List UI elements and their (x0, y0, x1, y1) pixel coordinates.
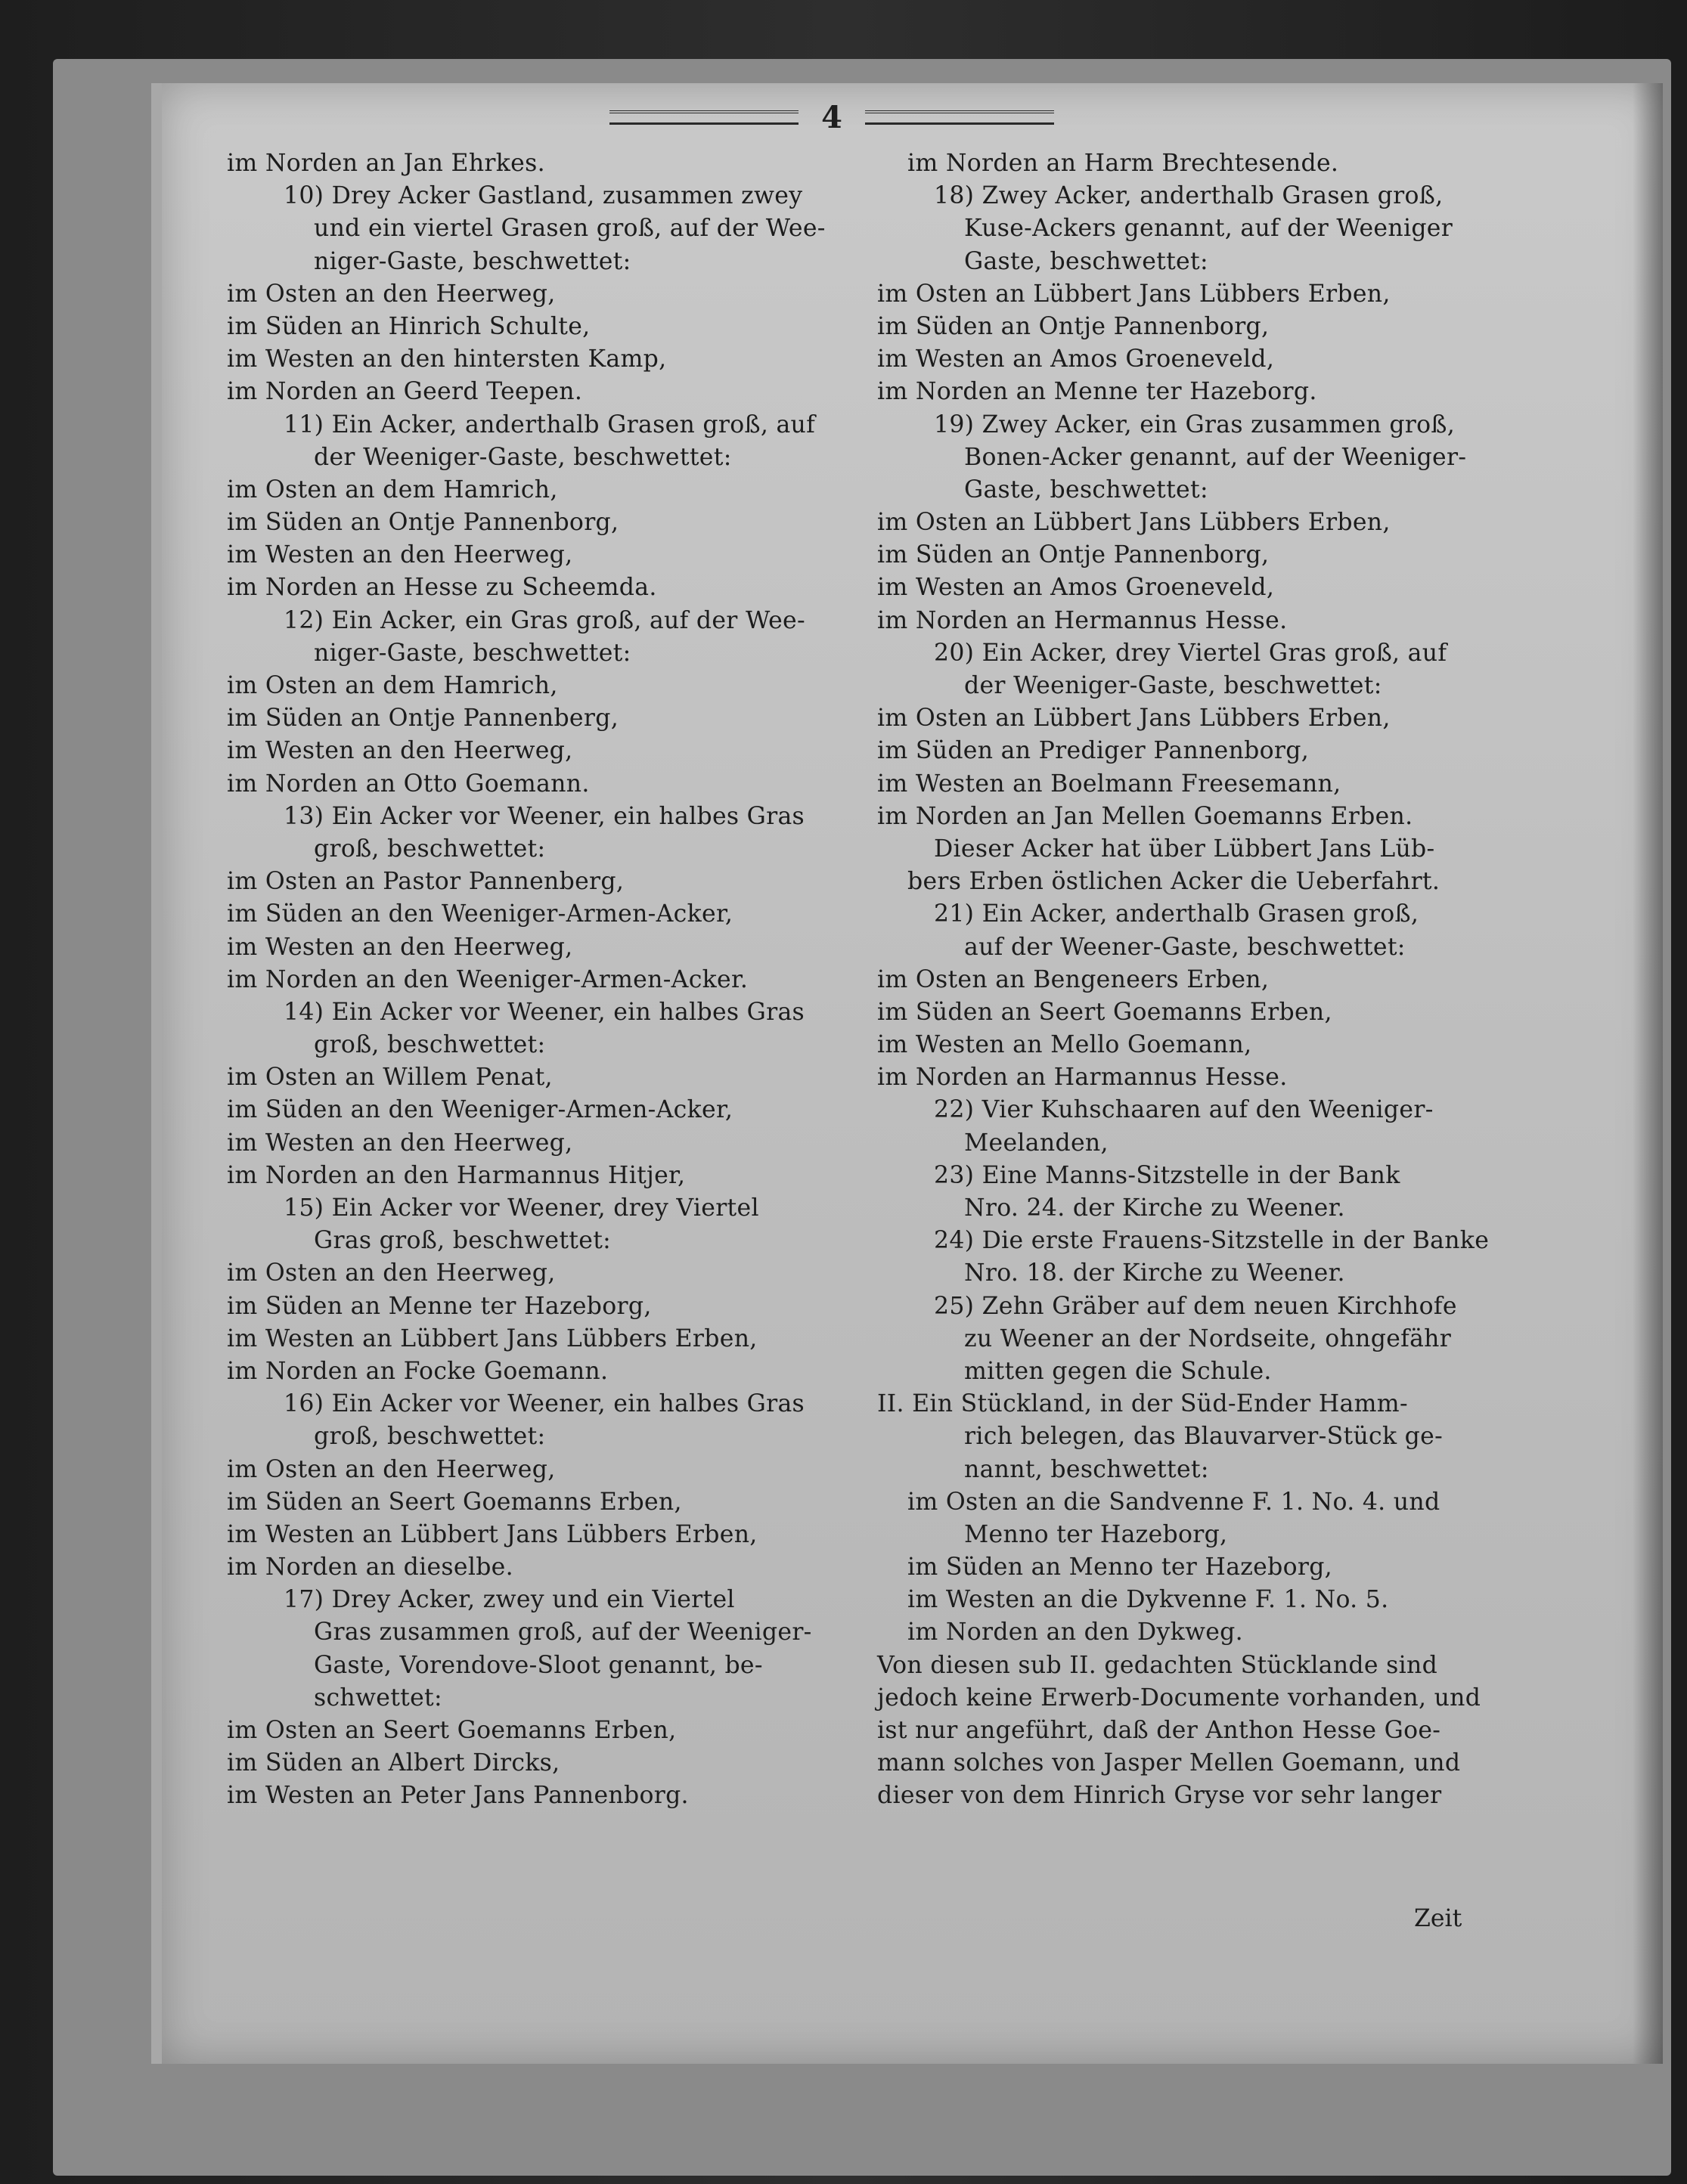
text-line: im Osten an Pastor Pannenberg, (227, 868, 625, 896)
text-line: 24) Die erste Frauens-Sitzstelle in der Banke (934, 1227, 1490, 1255)
text-line: im Osten an die Sandvenne F. 1. No. 4. und (907, 1488, 1440, 1516)
text-line: im Norden an Focke Goemann. (227, 1357, 609, 1385)
text-line: im Westen an den Heerweg, (227, 737, 573, 765)
text-line: 14) Ein Acker vor Weener, ein halbes Gras (284, 998, 805, 1026)
text-line: 10) Drey Acker Gastland, zusammen zwey (284, 182, 803, 210)
text-line: im Norden an den Weeniger-Armen-Acker. (227, 965, 749, 993)
text-line: im Osten an Lübbert Jans Lübbers Erben, (877, 280, 1391, 308)
text-line: im Süden an Menno ter Hazeborg, (907, 1554, 1332, 1581)
text-line: im Norden an Jan Ehrkes. (227, 150, 545, 177)
text-line: Kuse-Ackers genannt, auf der Weeniger (964, 215, 1453, 243)
text-line: im Norden an dieselbe. (227, 1554, 513, 1581)
text-line: Gras zusammen groß, auf der Weeniger- (314, 1619, 812, 1647)
text-line: im Westen an Mello Goemann, (877, 1031, 1252, 1059)
text-line: jedoch keine Erwerb-Documente vorhanden, und (877, 1684, 1481, 1712)
text-line: im Süden an Prediger Pannenborg, (877, 737, 1310, 765)
text-line: im Norden an Hesse zu Scheemda. (227, 574, 657, 602)
text-line: im Osten an den Heerweg, (227, 1455, 556, 1483)
text-line: im Osten an dem Hamrich, (227, 672, 558, 699)
page-header (529, 98, 1134, 136)
text-line: im Norden an den Harmannus Hitjer, (227, 1161, 686, 1189)
right-text-column (877, 147, 1546, 1813)
text-line: im Westen an den Heerweg, (227, 933, 573, 961)
text-line: im Westen an Peter Jans Pannenborg. (227, 1782, 689, 1810)
left-text-column (227, 147, 885, 1813)
text-line: der Weeniger-Gaste, beschwettet: (314, 443, 732, 471)
text-line: auf der Weener-Gaste, beschwettet: (964, 933, 1406, 961)
text-line: im Osten an den Heerweg, (227, 280, 556, 308)
text-line: Meelanden, (964, 1129, 1109, 1157)
text-line: der Weeniger-Gaste, beschwettet: (964, 672, 1382, 699)
text-line: Nro. 24. der Kirche zu Weener. (964, 1194, 1345, 1222)
text-line: 22) Vier Kuhschaaren auf den Weeniger- (934, 1096, 1434, 1124)
text-line: mann solches von Jasper Mellen Goemann, und (877, 1749, 1461, 1777)
text-line: im Norden an Harm Brechtesende. (907, 150, 1339, 177)
text-line: 13) Ein Acker vor Weener, ein halbes Gras (284, 802, 805, 830)
text-line: 21) Ein Acker, anderthalb Grasen groß, (934, 900, 1419, 928)
text-line: Dieser Acker hat über Lübbert Jans Lüb- (934, 835, 1435, 863)
text-line: 20) Ein Acker, drey Viertel Gras groß, auf (934, 639, 1447, 667)
catchword: Zeit (1414, 1905, 1462, 1932)
text-line: rich belegen, das Blauvarver-Stück ge- (964, 1423, 1444, 1451)
text-line: im Süden an Ontje Pannenborg, (227, 509, 619, 537)
text-line: Gaste, Vorendove-Sloot genannt, be- (314, 1651, 763, 1679)
text-line: 17) Drey Acker, zwey und ein Viertel (284, 1586, 735, 1614)
text-line: im Westen an die Dykvenne F. 1. No. 5. (907, 1586, 1389, 1614)
text-line: groß, beschwettet: (314, 1423, 546, 1451)
text-line: groß, beschwettet: (314, 1031, 546, 1059)
text-line: im Osten an Bengeneers Erben, (877, 965, 1270, 993)
text-line: ist nur angeführt, daß der Anthon Hesse Goe- (877, 1717, 1441, 1744)
text-line: 18) Zwey Acker, anderthalb Grasen groß, (934, 182, 1444, 210)
text-line: im Norden an Jan Mellen Goemanns Erben. (877, 802, 1413, 830)
text-line: im Süden an Menne ter Hazeborg, (227, 1292, 652, 1320)
text-line: im Süden an Ontje Pannenberg, (227, 705, 619, 733)
text-line: im Norden an Otto Goemann. (227, 770, 590, 798)
header-rule-left (609, 110, 799, 125)
text-line: Nro. 18. der Kirche zu Weener. (964, 1259, 1345, 1287)
text-line: zu Weener an der Nordseite, ohngefähr (964, 1324, 1452, 1352)
text-line: im Westen an den Heerweg, (227, 1129, 573, 1157)
text-line: II. Ein Stückland, in der Süd-Ender Hamm- (877, 1390, 1408, 1418)
text-line: 11) Ein Acker, anderthalb Grasen groß, auf (284, 410, 816, 438)
text-line: im Süden an Ontje Pannenborg, (877, 312, 1270, 340)
text-line: Gaste, beschwettet: (964, 247, 1208, 275)
text-line: Von diesen sub II. gedachten Stücklande sind (877, 1651, 1438, 1679)
text-line: im Westen an Amos Groeneveld, (877, 574, 1275, 602)
text-line: im Süden an Hinrich Schulte, (227, 312, 591, 340)
text-line: im Süden an Seert Goemanns Erben, (877, 998, 1332, 1026)
text-line: 16) Ein Acker vor Weener, ein halbes Gras (284, 1390, 805, 1418)
text-line: nannt, beschwettet: (964, 1455, 1209, 1483)
text-line: und ein viertel Grasen groß, auf der Wee- (314, 215, 826, 243)
text-line: im Osten an dem Hamrich, (227, 476, 558, 503)
text-line: im Norden an Menne ter Hazeborg. (877, 378, 1317, 406)
text-line: im Osten an Lübbert Jans Lübbers Erben, (877, 509, 1391, 537)
text-line: niger-Gaste, beschwettet: (314, 639, 631, 667)
text-line: im Norden an Hermannus Hesse. (877, 606, 1288, 634)
text-line: im Westen an den Heerweg, (227, 541, 573, 569)
text-line: im Westen an Boelmann Freesemann, (877, 770, 1341, 798)
text-line: im Osten an den Heerweg, (227, 1259, 556, 1287)
text-line: im Süden an den Weeniger-Armen-Acker, (227, 1096, 733, 1124)
text-line: im Süden an den Weeniger-Armen-Acker, (227, 900, 733, 928)
text-line: im Westen an Lübbert Jans Lübbers Erben, (227, 1520, 758, 1548)
text-line: niger-Gaste, beschwettet: (314, 247, 631, 275)
text-line: Gaste, beschwettet: (964, 476, 1208, 503)
text-line: Gras groß, beschwettet: (314, 1227, 612, 1255)
text-line: im Westen an den hintersten Kamp, (227, 345, 667, 373)
text-line: im Osten an Seert Goemanns Erben, (227, 1717, 677, 1744)
text-line: 15) Ein Acker vor Weener, drey Viertel (284, 1194, 759, 1222)
page-number: 4 (821, 99, 842, 135)
text-line: Bonen-Acker genannt, auf der Weeniger- (964, 443, 1467, 471)
text-line: 25) Zehn Gräber auf dem neuen Kirchhofe (934, 1292, 1457, 1320)
text-line: mitten gegen die Schule. (964, 1357, 1272, 1385)
text-line: im Osten an Lübbert Jans Lübbers Erben, (877, 705, 1391, 733)
text-line: im Süden an Albert Dircks, (227, 1749, 560, 1777)
text-line: im Westen an Lübbert Jans Lübbers Erben, (227, 1324, 758, 1352)
header-rule-right (865, 110, 1054, 125)
text-line: im Süden an Ontje Pannenborg, (877, 541, 1270, 569)
text-line: Menno ter Hazeborg, (964, 1520, 1228, 1548)
text-line: schwettet: (314, 1684, 442, 1712)
text-line: 23) Eine Manns-Sitzstelle in der Bank (934, 1161, 1400, 1189)
text-line: im Norden an Geerd Teepen. (227, 378, 583, 406)
text-line: im Westen an Amos Groeneveld, (877, 345, 1275, 373)
text-line: im Norden an Harmannus Hesse. (877, 1064, 1288, 1092)
text-line: groß, beschwettet: (314, 835, 546, 863)
text-line: 12) Ein Acker, ein Gras groß, auf der Wee- (284, 606, 805, 634)
text-line: im Süden an Seert Goemanns Erben, (227, 1488, 682, 1516)
text-line: bers Erben östlichen Acker die Ueberfahrt. (907, 868, 1440, 896)
text-line: im Norden an den Dykweg. (907, 1619, 1243, 1647)
text-line: 19) Zwey Acker, ein Gras zusammen groß, (934, 410, 1456, 438)
text-line: im Osten an Willem Penat, (227, 1064, 553, 1092)
text-line: dieser von dem Hinrich Gryse vor sehr langer (877, 1782, 1442, 1810)
page-gutter-shadow (1633, 83, 1663, 2064)
